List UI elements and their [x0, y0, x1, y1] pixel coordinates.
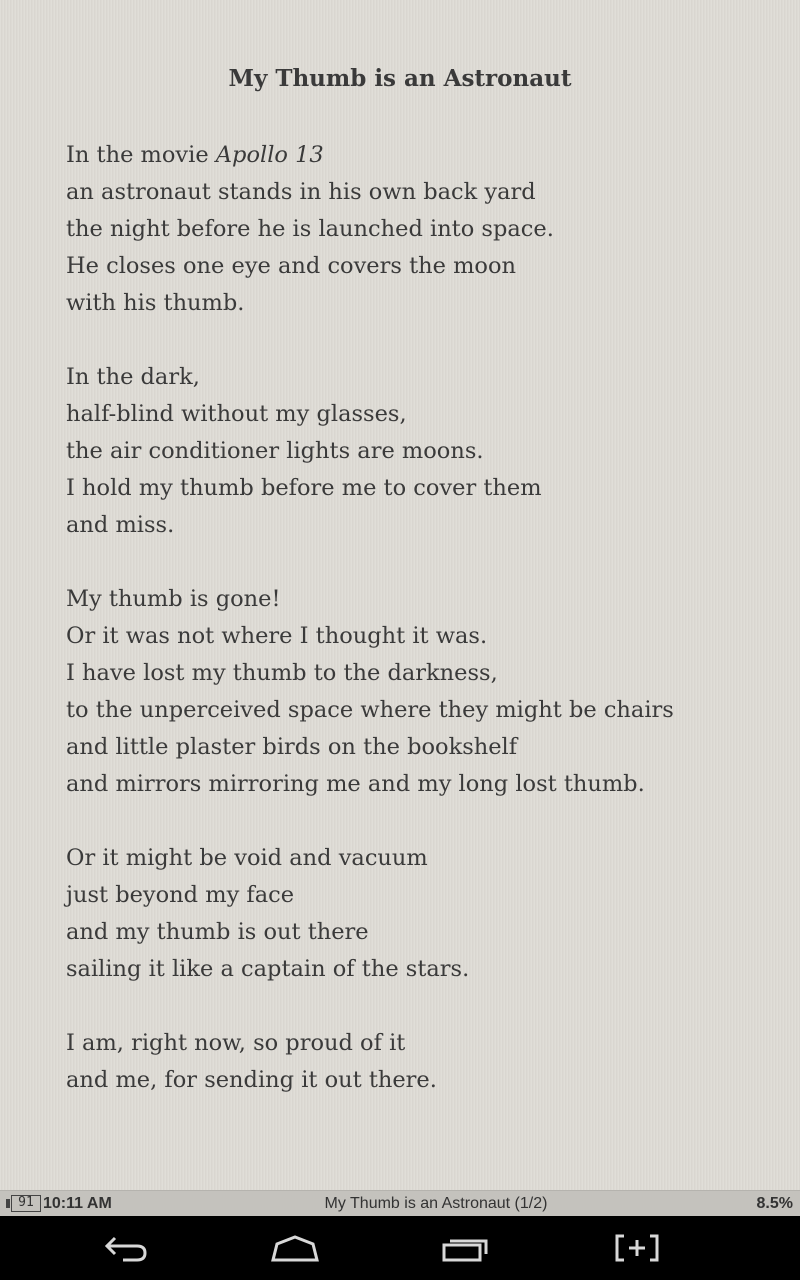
- reader-status-bar: [0, 1190, 800, 1216]
- poem-line: [66, 248, 766, 285]
- recent-apps-icon: [441, 1234, 491, 1262]
- poem-line-text: In the dark,: [66, 364, 200, 390]
- poem-line: [66, 470, 766, 507]
- poem-line-text: and me, for sending it out there.: [66, 1067, 437, 1093]
- poem-line-text: Or it might be void and vacuum: [66, 845, 428, 871]
- screenshot-expand-button[interactable]: [597, 1228, 677, 1268]
- poem-title: My Thumb is an Astronaut: [228, 65, 572, 92]
- poem-line-text: and miss.: [66, 512, 175, 538]
- poem-line: [66, 507, 766, 544]
- poem-line: [66, 359, 766, 396]
- poem-line: [66, 692, 766, 729]
- poem-stanza: [66, 581, 766, 803]
- poem-line: [66, 581, 766, 618]
- poem-line-text: just beyond my face: [66, 882, 295, 908]
- poem-line: [66, 211, 766, 248]
- poem-line: [66, 137, 766, 174]
- home-button[interactable]: [255, 1228, 335, 1268]
- poem-stanza: [66, 359, 766, 544]
- back-button[interactable]: [86, 1228, 166, 1268]
- poem-line-text: sailing it like a captain of the stars.: [66, 956, 470, 982]
- poem-line: [66, 396, 766, 433]
- poem-line-italic: Apollo 13: [215, 142, 324, 168]
- poem-stanza: [66, 1025, 766, 1099]
- poem-line: [66, 1062, 766, 1099]
- poem-line-text: My thumb is gone!: [66, 586, 281, 612]
- poem-line: [66, 285, 766, 322]
- poem-line-text: and my thumb is out there: [66, 919, 369, 945]
- poem-line-text: with his thumb.: [66, 290, 245, 316]
- poem-line: [66, 729, 766, 766]
- poem-line-text: I hold my thumb before me to cover them: [66, 475, 542, 501]
- poem-line-text: and little plaster birds on the bookshelf: [66, 734, 518, 760]
- battery-level: 91: [11, 1195, 41, 1212]
- poem-line-text: to the unperceived space where they might be chairs: [66, 697, 674, 723]
- back-icon: [103, 1234, 149, 1262]
- poem-stanza: [66, 840, 766, 988]
- poem-line: [66, 766, 766, 803]
- recent-apps-button[interactable]: [426, 1228, 506, 1268]
- poem-line-text: the air conditioner lights are moons.: [66, 438, 484, 464]
- poem-stanza: [66, 137, 766, 322]
- home-icon: [270, 1234, 320, 1262]
- poem-line-text: and mirrors mirroring me and my long lost thumb.: [66, 771, 645, 797]
- poem-line-text: In the movie: [66, 142, 216, 168]
- poem-line: [66, 618, 766, 655]
- poem-line-text: I have lost my thumb to the darkness,: [66, 660, 498, 686]
- poem-line: [66, 174, 766, 211]
- reading-progress: 8.5%: [756, 1195, 793, 1212]
- poem-line-text: I am, right now, so proud of it: [66, 1030, 406, 1056]
- poem-line-text: the night before he is launched into space.: [66, 216, 554, 242]
- poem-line: [66, 951, 766, 988]
- chapter-indicator: My Thumb is an Astronaut (1/2): [324, 1195, 548, 1212]
- poem-line-text: half-blind without my glasses,: [66, 401, 407, 427]
- poem-line: [66, 433, 766, 470]
- poem-line: [66, 914, 766, 951]
- screenshot-expand-icon: [614, 1234, 660, 1262]
- poem-line: [66, 877, 766, 914]
- poem-line: [66, 655, 766, 692]
- poem-line: [66, 1025, 766, 1062]
- clock: 10:11 AM: [43, 1195, 112, 1212]
- poem-line: [66, 840, 766, 877]
- poem-line-text: Or it was not where I thought it was.: [66, 623, 488, 649]
- poem-line-text: He closes one eye and covers the moon: [66, 253, 516, 279]
- system-navigation-bar: [0, 1216, 800, 1280]
- poem-line-text: an astronaut stands in his own back yard: [66, 179, 536, 205]
- poem-body: [66, 137, 766, 1136]
